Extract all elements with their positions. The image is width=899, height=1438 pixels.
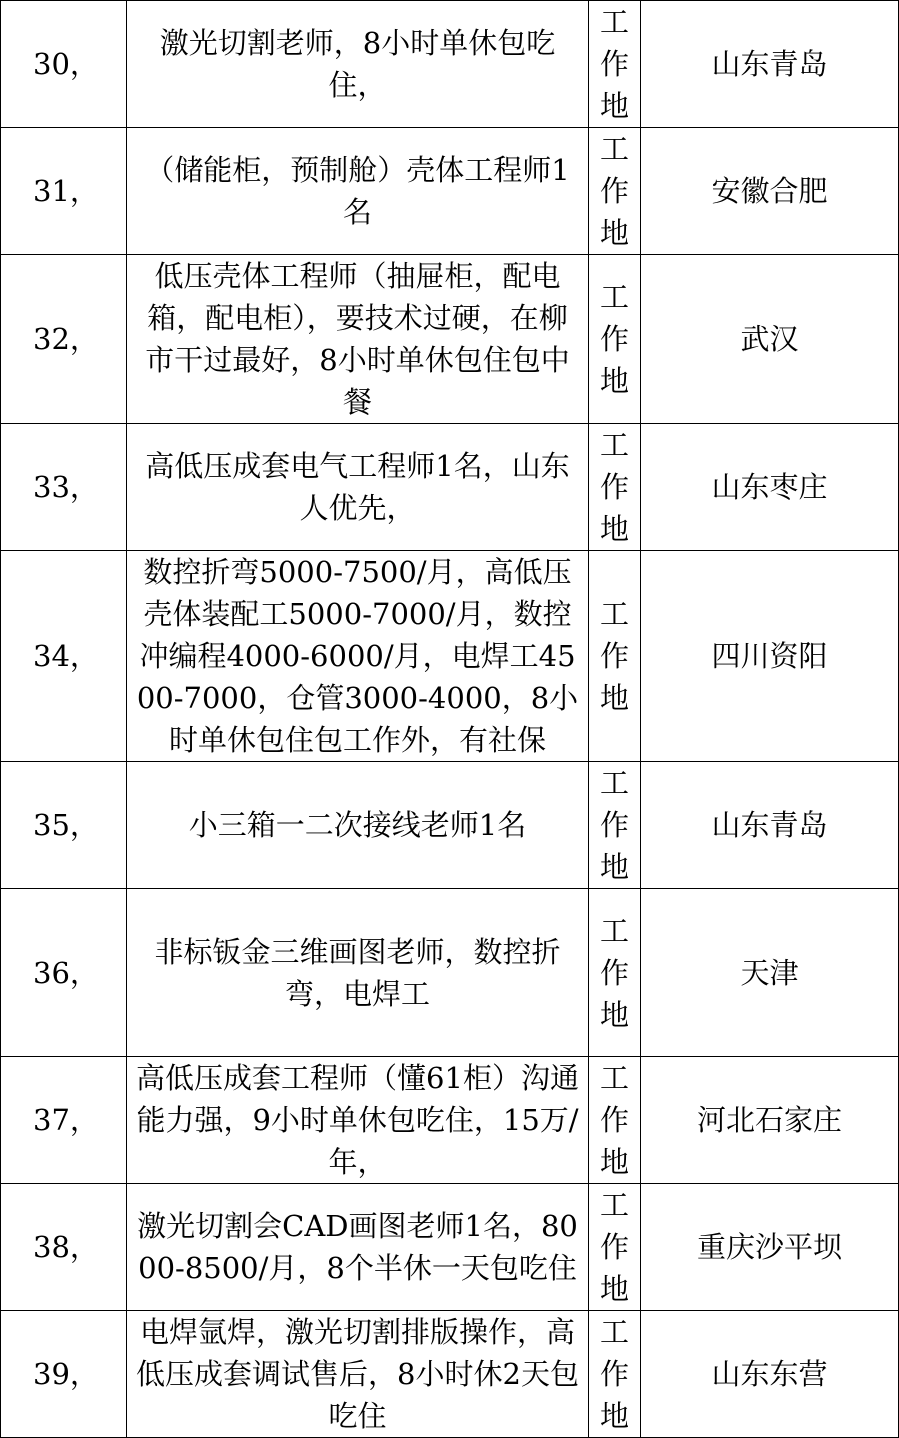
row-number: 30， <box>1 1 127 128</box>
work-location-label: 工 作 地 <box>589 762 641 889</box>
table-row <box>1 1311 899 1438</box>
row-number: 32， <box>1 255 127 424</box>
row-number: 38， <box>1 1184 127 1311</box>
location: 武汉 <box>641 255 899 424</box>
table-row <box>1 889 899 1057</box>
location: 山东东营 <box>641 1311 899 1438</box>
work-location-label: 工 作 地 <box>589 424 641 551</box>
job-description: 数控折弯5000-7500/月，高低压壳体装配工5000-7000/月，数控冲编程4000-6000/月，电焊工4500-7000，仓管3000-4000，8小时单休包住包工作外，有社保 <box>127 551 589 762</box>
job-description: 高低压成套工程师（懂61柜）沟通能力强，9小时单休包吃住，15万/年， <box>127 1057 589 1184</box>
row-number: 37， <box>1 1057 127 1184</box>
table-row <box>1 1 899 128</box>
row-number: 31， <box>1 128 127 255</box>
work-location-label: 工 作 地 <box>589 1184 641 1311</box>
table-row <box>1 1057 899 1184</box>
location: 山东青岛 <box>641 762 899 889</box>
location: 天津 <box>641 889 899 1057</box>
job-description: 激光切割会CAD画图老师1名，8000-8500/月，8个半休一天包吃住 <box>127 1184 589 1311</box>
table-row <box>1 551 899 762</box>
location: 四川资阳 <box>641 551 899 762</box>
location: 山东枣庄 <box>641 424 899 551</box>
location: 重庆沙平坝 <box>641 1184 899 1311</box>
row-number: 39， <box>1 1311 127 1438</box>
work-location-label: 工 作 地 <box>589 1311 641 1438</box>
table-row <box>1 255 899 424</box>
work-location-label: 工 作 地 <box>589 889 641 1057</box>
table-row <box>1 128 899 255</box>
table-row <box>1 762 899 889</box>
row-number: 33， <box>1 424 127 551</box>
location: 山东青岛 <box>641 1 899 128</box>
job-description: 小三箱一二次接线老师1名 <box>127 762 589 889</box>
work-location-label: 工 作 地 <box>589 1 641 128</box>
table-row <box>1 1184 899 1311</box>
work-location-label: 工 作 地 <box>589 1057 641 1184</box>
work-location-label: 工 作 地 <box>589 255 641 424</box>
work-location-label: 工 作 地 <box>589 551 641 762</box>
job-description: （储能柜，预制舱）壳体工程师1名 <box>127 128 589 255</box>
job-description: 低压壳体工程师（抽屉柜，配电箱，配电柜），要技术过硬，在柳市干过最好，8小时单休包住包中餐 <box>127 255 589 424</box>
table-row <box>1 424 899 551</box>
job-description: 非标钣金三维画图老师，数控折弯，电焊工 <box>127 889 589 1057</box>
job-description: 电焊氩焊，激光切割排版操作，高低压成套调试售后，8小时休2天包吃住 <box>127 1311 589 1438</box>
job-description: 激光切割老师，8小时单休包吃住， <box>127 1 589 128</box>
row-number: 36， <box>1 889 127 1057</box>
work-location-label: 工 作 地 <box>589 128 641 255</box>
row-number: 35， <box>1 762 127 889</box>
location: 安徽合肥 <box>641 128 899 255</box>
location: 河北石家庄 <box>641 1057 899 1184</box>
job-description: 高低压成套电气工程师1名，山东人优先， <box>127 424 589 551</box>
row-number: 34， <box>1 551 127 762</box>
